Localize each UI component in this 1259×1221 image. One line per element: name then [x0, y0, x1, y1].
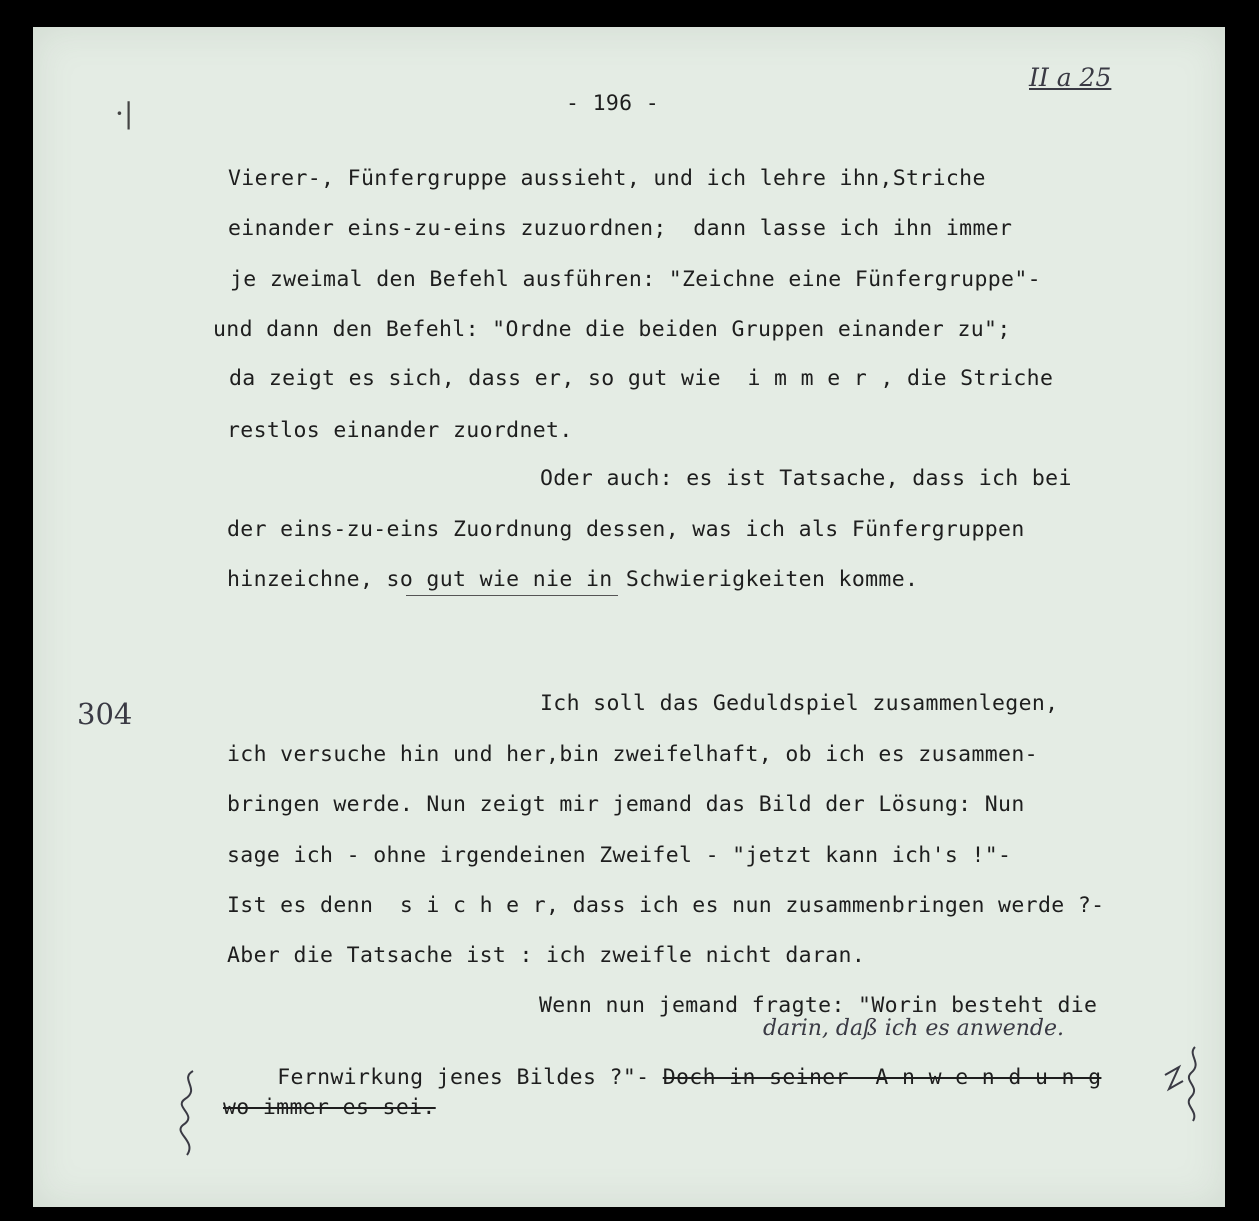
- archive-mark: II a 25: [1029, 63, 1112, 92]
- para4-line3-struck: wo immer es sei.: [223, 1095, 436, 1120]
- para4-line2-struck-text: Doch in seiner A n w e n d u n g: [662, 1064, 1102, 1090]
- remark-number: 304: [77, 697, 133, 731]
- document-page: [33, 27, 1225, 1207]
- para2-line1: Oder auch: es ist Tatsache, dass ich bei: [540, 466, 1072, 491]
- para2-line2: der eins-zu-eins Zuordnung dessen, was ich als Fünfergruppen: [227, 517, 1025, 542]
- para1-line2: einander eins-zu-eins zuzuordnen; dann lasse ich ihn immer: [228, 216, 1013, 241]
- para3-line1: Ich soll das Geduldspiel zusammenlegen,: [540, 691, 1059, 716]
- para3-line4: sage ich - ohne irgendeinen Zweifel - "jetzt kann ich's !"-: [227, 843, 1012, 868]
- page-number: - 196 -: [566, 91, 660, 116]
- margin-tick-marks: ·|: [115, 97, 134, 130]
- para1-line1: Vierer-, Fünfergruppe aussieht, und ich lehre ihn,Striche: [228, 166, 986, 191]
- para1-line5: da zeigt es sich, dass er, so gut wie i m m e r , die Striche: [229, 366, 1054, 391]
- para3-line5: Ist es denn s i c h e r, dass ich es nun zusammenbringen werde ?-: [227, 893, 1105, 918]
- para3-line6: Aber die Tatsache ist : ich zweifle nicht daran.: [227, 943, 866, 968]
- para4-line2-text: Fernwirkung jenes Bildes ?"-: [277, 1064, 663, 1090]
- para3-line2: ich versuche hin und her,bin zweifelhaft, ob ich es zusammen-: [227, 742, 1038, 767]
- para1-line4: und dann den Befehl: "Ordne die beiden Gruppen einander zu";: [213, 317, 1011, 342]
- para2-line3: hinzeichne, so gut wie nie in Schwierigkeiten komme.: [227, 567, 919, 592]
- para3-line3: bringen werde. Nun zeigt mir jemand das Bild der Lösung: Nun: [227, 792, 1025, 817]
- para1-line6: restlos einander zuordnet.: [227, 418, 573, 443]
- squiggle-mark-right: [1161, 1045, 1207, 1125]
- para1-line3: je zweimal den Befehl ausführen: "Zeichne eine Fünfergruppe"-: [230, 267, 1041, 292]
- squiggle-mark-left: [175, 1069, 205, 1159]
- underline-so-gut-wie-nie: [406, 595, 618, 596]
- para4-line1: Wenn nun jemand fragte: "Worin besteht die: [539, 993, 1098, 1018]
- handwritten-insertion: darin, daß ich es anwende.: [763, 1016, 1065, 1041]
